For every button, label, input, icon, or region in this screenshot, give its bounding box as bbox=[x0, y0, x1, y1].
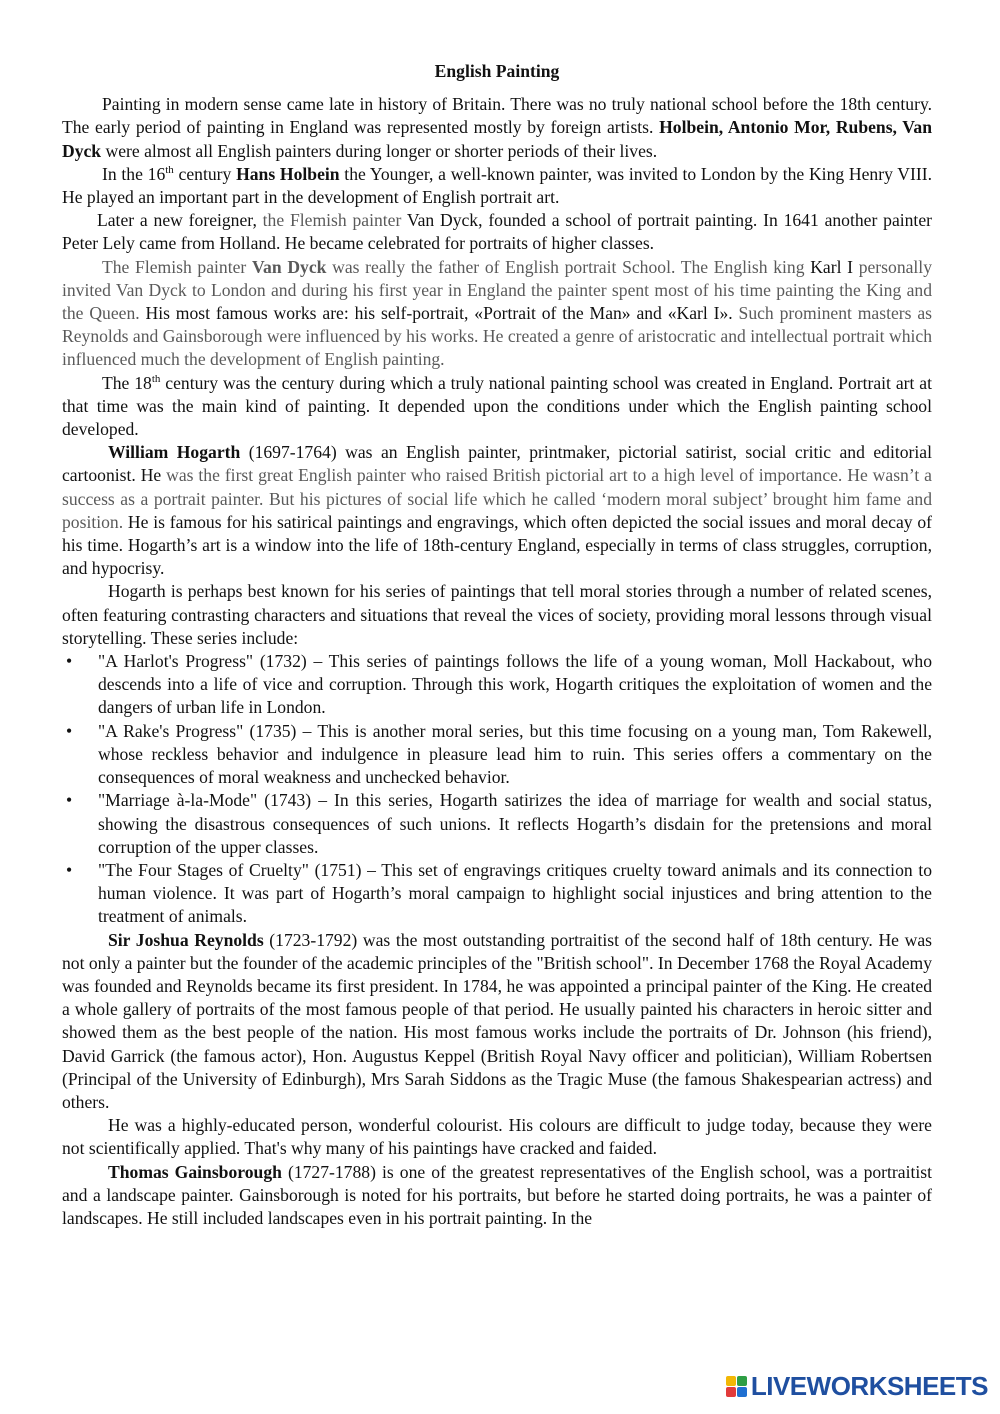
paragraph-18th-century: The 18th century was the century during which a truly national painting school was created in England. Portrait art at that time was the main kind of painting. It depended upon the conditions under which the English painting school developed. bbox=[62, 372, 932, 440]
name-william-hogarth: William Hogarth bbox=[108, 442, 241, 463]
logo-square bbox=[726, 1387, 736, 1397]
paragraph-van-dyck-lely: Later a new foreigner, the Flemish painter Van Dyck, founded a school of portrait painting. In 1641 another painter Peter Lely came from Holland. He became celebrated for portraits of higher classes. bbox=[62, 210, 932, 254]
list-item: • "The Four Stages of Cruelty" (1751) – This set of engravings critiques cruelty toward animals and its connection to human violence. It was part of Hogarth’s moral campaign to highlight social injustices and bring attention to the treatment of animals. bbox=[66, 859, 932, 927]
paragraph-reynolds: Sir Joshua Reynolds (1723-1792) was the most outstanding portraitist of the second half of 18th century. He was not only a painter but the founder of the academic principles of the "British school". In December 1768 the Royal Academy was founded and Reynolds became its first president. In 1784, he was appointed a principal painter of the King. He created a whole gallery of portraits of the most famous people of that period. He usually painted his characters in heroic sitter and showed them as the best people of the nation. His most famous works include the portraits of Dr. Johnson (his friend), David Garrick (the famous actor), Hon. Augustus Keppel (British Royal Navy officer and politician), William Robertsen (Principal of the University of Edinburgh), Mrs Sarah Siddons as the Tragic Muse (the famous Shakespearian actress) and others. bbox=[62, 929, 932, 1112]
page-title: English Painting bbox=[434, 61, 560, 81]
bullet-icon: • bbox=[66, 720, 73, 741]
name-hans-holbein: Hans Holbein bbox=[236, 163, 340, 184]
series-list bbox=[62, 650, 932, 928]
logo-square bbox=[737, 1376, 747, 1386]
logo-text: LIVEWORKSHEETS bbox=[750, 1371, 988, 1401]
paragraph-gainsborough: Thomas Gainsborough (1727-1788) is one of the greatest representatives of the English school, was a portraitist and a landscape painter. Gainsborough is noted for his portraits, but before he started doing portraits, he was a painter of landscapes. He still included landscapes even in his portrait painting. In the bbox=[62, 1161, 932, 1228]
paragraph-hogarth: William Hogarth (1697-1764) was an English painter, printmaker, pictorial satirist, social critic and editorial cartoonist. He was the first great English painter who raised British pictorial art to a high level of importance. He wasn’t a success as a portrait painter. But his pictures of social life which he called ‘modern moral subject’ brought him fame and position. He is famous for his satirical paintings and engravings, which often depicted the social issues and moral decay of his time. Hogarth’s art is a window into the life of 18th-century England, especially in terms of class struggles, corruption, and hypocrisy. bbox=[62, 442, 933, 579]
name-van-dyck: Van Dyck bbox=[251, 256, 327, 277]
list-item: • "A Harlot's Progress" (1732) – This series of paintings follows the life of a young woman, Moll Hackabout, who descends into a life of vice and corruption. Through this work, Hogarth critiques the exploitation of women and the dangers of urban life in London. bbox=[66, 651, 932, 718]
list-item: • "Marriage à-la-Mode" (1743) – In this series, Hogarth satirizes the idea of marriage for wealth and social status, showing the disastrous consequences of such unions. It reflects Hogarth’s disdain for the pretensions and moral corruption of the upper classes. bbox=[66, 790, 932, 857]
paragraph-hogarth-series: Hogarth is perhaps best known for his series of paintings that tell moral stories through a number of related scenes, often featuring contrasting characters and situations that reveal the vices of society, providing moral lessons through visual storytelling. These series include: bbox=[62, 581, 932, 648]
logo-square bbox=[737, 1387, 747, 1397]
bullet-icon: • bbox=[66, 651, 73, 672]
document-page bbox=[62, 60, 932, 1230]
name-thomas-gainsborough: Thomas Gainsborough bbox=[108, 1161, 282, 1182]
paragraph-reynolds-colourist: He was a highly-educated person, wonderful colourist. His colours are difficult to judge today, because they were not scientifically applied. That's why many of his paintings have cracked and faided. bbox=[62, 1115, 932, 1159]
bullet-icon: • bbox=[66, 790, 73, 811]
paragraph-intro: Painting in modern sense came late in history of Britain. There was no truly national school before the 18th century. The early period of painting in England was represented mostly by foreign artists. Holbein, Antonio Mor, Rubens, Van Dyck were almost all English painters during longer or shorter periods of their lives. bbox=[62, 94, 932, 161]
liveworksheets-logo[interactable] bbox=[726, 1371, 988, 1402]
paragraph-van-dyck: The Flemish painter Van Dyck was really the father of English portrait School. The English king Karl I personally invited Van Dyck to London and during his first year in England the painter spent most of his time painting the King and the Queen. His most famous works are: his self-portrait, «Portrait of the Man» and «Karl I». Such prominent masters as Reynolds and Gainsborough were influenced by his works. He created a genre of aristocratic and intellectual portrait which influenced much the development of English painting. bbox=[62, 256, 933, 370]
liveworksheets-logo-icon bbox=[726, 1376, 747, 1397]
logo-square bbox=[726, 1376, 736, 1386]
name-joshua-reynolds: Sir Joshua Reynolds bbox=[108, 929, 264, 950]
painter-names: Holbein, Antonio Mor, Rubens, Van Dyck bbox=[62, 117, 932, 161]
bullet-icon: • bbox=[66, 859, 73, 880]
paragraph-holbein: In the 16th century Hans Holbein the Younger, a well-known painter, was invited to London by the King Henry VIII. He played an important part in the development of English portrait art. bbox=[62, 163, 932, 208]
list-item: • "A Rake's Progress" (1735) – This is another moral series, but this time focusing on a young man, Tom Rakewell, whose reckless behavior and indulgence in pleasure lead him to ruin. This series offers a commentary on the consequences of moral weakness and unchecked behavior. bbox=[66, 720, 932, 788]
